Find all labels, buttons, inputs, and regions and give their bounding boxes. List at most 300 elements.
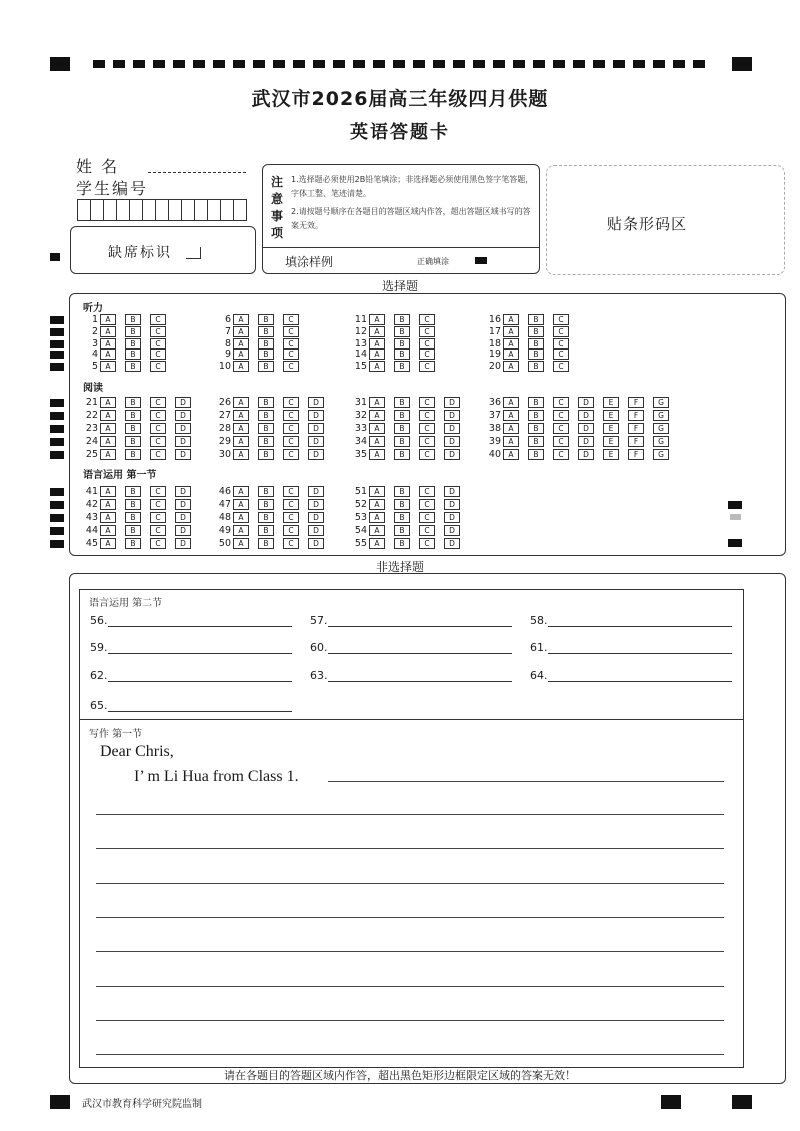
option-bubble-c[interactable]: C [150,499,166,510]
question-number: 6 [224,314,231,325]
question-number: 52 [354,499,367,510]
option-bubble-a[interactable]: A [100,486,116,497]
question-row [213,326,308,337]
option-bubble-b[interactable]: B [258,338,274,349]
option-bubble-a[interactable]: A [100,512,116,523]
side-timing-mark [50,501,64,509]
option-bubble-b[interactable]: B [394,512,410,523]
option-bubble-a[interactable]: A [503,410,519,421]
option-bubble-a[interactable]: A [503,423,519,434]
option-bubble-d[interactable]: D [578,410,594,421]
correct-fill-sample [475,257,487,264]
timing-dash [173,60,185,68]
side-timing-mark [50,514,64,522]
option-bubble-a[interactable]: A [233,349,249,360]
option-bubble-c[interactable]: C [419,499,435,510]
question-number: 41 [85,486,98,497]
option-bubble-b[interactable]: B [125,436,141,447]
option-bubble-a[interactable]: A [503,436,519,447]
question-number: 44 [85,525,98,536]
blank-answer-line[interactable] [328,626,512,627]
option-bubble-d[interactable]: D [175,423,191,434]
option-bubble-b[interactable]: B [394,314,410,325]
option-bubble-d[interactable]: D [578,449,594,460]
option-bubble-c[interactable]: C [553,410,569,421]
option-bubble-c[interactable]: C [419,326,435,337]
student-id-box[interactable] [194,199,208,221]
option-bubble-b[interactable]: B [394,338,410,349]
option-bubble-f[interactable]: F [628,436,644,447]
option-bubble-c[interactable]: C [553,326,569,337]
option-bubble-b[interactable]: B [258,349,274,360]
option-bubble-e[interactable]: E [603,423,619,434]
option-bubble-c[interactable]: C [419,525,435,536]
option-bubble-a[interactable]: A [369,349,385,360]
option-bubble-a[interactable]: A [100,538,116,549]
option-bubble-a[interactable]: A [369,525,385,536]
blank-answer-line[interactable] [548,681,732,682]
blank-answer-line[interactable] [328,653,512,654]
writing-line[interactable] [96,848,724,849]
option-bubble-d[interactable]: D [308,538,324,549]
option-bubble-a[interactable]: A [369,538,385,549]
option-bubble-a[interactable]: A [369,326,385,337]
student-id-box[interactable] [129,199,143,221]
option-bubble-b[interactable]: B [528,326,544,337]
notes-heading-1: 注 [271,175,284,189]
blank-answer-line[interactable] [548,626,732,627]
option-bubble-a[interactable]: A [369,512,385,523]
option-bubble-a[interactable]: A [369,361,385,372]
student-id-box[interactable] [233,199,247,221]
question-row [213,410,333,421]
option-bubble-c[interactable]: C [150,397,166,408]
option-bubble-b[interactable]: B [258,525,274,536]
option-bubble-d[interactable]: D [308,525,324,536]
option-bubble-d[interactable]: D [308,449,324,460]
question-row [213,349,308,360]
option-bubble-c[interactable]: C [150,361,166,372]
question-number: 26 [218,397,231,408]
option-bubble-c[interactable]: C [553,397,569,408]
option-bubble-a[interactable]: A [233,538,249,549]
option-bubble-d[interactable]: D [444,449,460,460]
option-bubble-b[interactable]: B [528,436,544,447]
option-bubble-a[interactable]: A [369,338,385,349]
option-bubble-a[interactable]: A [369,499,385,510]
option-bubble-a[interactable]: A [503,361,519,372]
option-bubble-b[interactable]: B [258,512,274,523]
option-bubble-b[interactable]: B [125,314,141,325]
option-bubble-d[interactable]: D [444,397,460,408]
option-bubble-c[interactable]: C [553,361,569,372]
option-bubble-d[interactable]: D [578,397,594,408]
option-bubble-c[interactable]: C [150,449,166,460]
student-id-box[interactable] [181,199,195,221]
question-number: 19 [488,349,501,361]
question-row [483,423,678,434]
student-id-box[interactable] [103,199,117,221]
option-bubble-d[interactable]: D [444,499,460,510]
blank-answer-line[interactable] [328,681,512,682]
student-id-box[interactable] [90,199,104,221]
student-id-box[interactable] [77,199,91,221]
option-bubble-c[interactable]: C [283,436,299,447]
question-row [80,326,175,337]
blank-answer-line[interactable] [108,681,292,682]
option-bubble-b[interactable]: B [394,436,410,447]
option-bubble-b[interactable]: B [125,486,141,497]
timing-dash [233,60,245,68]
side-timing-mark [50,351,64,359]
option-bubble-a[interactable]: A [233,397,249,408]
option-bubble-c[interactable]: C [553,436,569,447]
question-row [80,361,175,372]
option-bubble-d[interactable]: D [308,397,324,408]
option-bubble-a[interactable]: A [100,314,116,325]
writing-line[interactable] [96,986,724,987]
option-bubble-b[interactable]: B [528,338,544,349]
timing-dash [493,60,505,68]
option-bubble-b[interactable]: B [258,326,274,337]
option-bubble-b[interactable]: B [528,410,544,421]
option-bubble-b[interactable]: B [394,410,410,421]
side-timing-mark [50,328,64,336]
writing-line[interactable] [96,917,724,918]
option-bubble-e[interactable]: E [603,410,619,421]
option-bubble-b[interactable]: B [125,338,141,349]
option-bubble-c[interactable]: C [283,423,299,434]
option-bubble-c[interactable]: C [150,512,166,523]
option-bubble-b[interactable]: B [528,449,544,460]
option-bubble-d[interactable]: D [308,410,324,421]
option-bubble-b[interactable]: B [125,512,141,523]
blank-answer-line[interactable] [108,626,292,627]
option-bubble-e[interactable]: E [603,449,619,460]
absent-mark-box[interactable] [186,258,200,259]
option-bubble-c[interactable]: C [419,338,435,349]
option-bubble-a[interactable]: A [369,410,385,421]
option-bubble-a[interactable]: A [100,361,116,372]
option-bubble-a[interactable]: A [233,410,249,421]
option-bubble-d[interactable]: D [175,486,191,497]
option-bubble-a[interactable]: A [503,449,519,460]
option-bubble-a[interactable]: A [233,512,249,523]
option-bubble-a[interactable]: A [100,397,116,408]
option-bubble-c[interactable]: C [553,349,569,360]
option-bubble-a[interactable]: A [503,326,519,337]
option-bubble-c[interactable]: C [419,512,435,523]
option-bubble-a[interactable]: A [100,525,116,536]
option-bubble-a[interactable]: A [369,423,385,434]
option-bubble-c[interactable]: C [283,538,299,549]
name-field[interactable] [148,172,246,173]
option-bubble-c[interactable]: C [150,436,166,447]
option-bubble-c[interactable]: C [283,499,299,510]
option-bubble-c[interactable]: C [553,314,569,325]
option-bubble-a[interactable]: A [100,423,116,434]
option-bubble-e[interactable]: E [603,436,619,447]
question-number: 35 [354,449,367,460]
option-bubble-f[interactable]: F [628,423,644,434]
question-number: 4 [91,349,98,361]
option-bubble-c[interactable]: C [283,486,299,497]
option-bubble-b[interactable]: B [258,397,274,408]
option-bubble-e[interactable]: E [603,397,619,408]
question-row [483,397,678,408]
option-bubble-c[interactable]: C [150,410,166,421]
option-bubble-c[interactable]: C [283,397,299,408]
question-row [483,410,678,421]
option-bubble-d[interactable]: D [308,436,324,447]
option-bubble-d[interactable]: D [175,436,191,447]
timing-dash [473,60,485,68]
option-bubble-d[interactable]: D [175,499,191,510]
option-bubble-b[interactable]: B [528,423,544,434]
option-bubble-f[interactable]: F [628,410,644,421]
question-row [80,338,175,349]
option-bubble-c[interactable]: C [283,338,299,349]
option-bubble-c[interactable]: C [419,423,435,434]
option-bubble-b[interactable]: B [258,361,274,372]
option-bubble-c[interactable]: C [283,361,299,372]
option-bubble-d[interactable]: D [175,512,191,523]
option-bubble-b[interactable]: B [394,449,410,460]
option-bubble-d[interactable]: D [175,410,191,421]
option-bubble-b[interactable]: B [394,538,410,549]
option-bubble-b[interactable]: B [258,538,274,549]
option-bubble-g[interactable]: G [653,410,669,421]
option-bubble-b[interactable]: B [394,525,410,536]
right-mark-1 [728,501,742,509]
option-bubble-a[interactable]: A [233,436,249,447]
student-id-box[interactable] [116,199,130,221]
option-bubble-b[interactable]: B [528,349,544,360]
option-bubble-a[interactable]: A [233,326,249,337]
question-number: 20 [488,361,501,373]
writing-line[interactable] [96,1020,724,1021]
option-bubble-c[interactable]: C [283,314,299,325]
option-bubble-c[interactable]: C [283,525,299,536]
option-bubble-a[interactable]: A [100,410,116,421]
option-bubble-d[interactable]: D [444,410,460,421]
right-mark-2 [730,514,741,520]
question-number: 16 [488,314,501,325]
option-bubble-b[interactable]: B [125,326,141,337]
option-bubble-b[interactable]: B [125,538,141,549]
student-id-box[interactable] [142,199,156,221]
question-row [80,349,175,360]
question-number: 43 [85,512,98,523]
side-timing-mark [50,316,64,324]
option-bubble-a[interactable]: A [233,338,249,349]
timing-dash [433,60,445,68]
option-bubble-b[interactable]: B [258,449,274,460]
option-bubble-d[interactable]: D [444,486,460,497]
option-bubble-a[interactable]: A [369,314,385,325]
option-bubble-c[interactable]: C [283,449,299,460]
option-bubble-d[interactable]: D [444,423,460,434]
option-bubble-b[interactable]: B [125,525,141,536]
option-bubble-d[interactable]: D [308,499,324,510]
notes-item-1: 1.选择题必须使用2B铅笔填涂；非选择题必须使用黑色签字笔答题，字体工整、笔迹清楚。 [291,175,534,198]
option-bubble-a[interactable]: A [369,397,385,408]
option-bubble-d[interactable]: D [444,436,460,447]
option-bubble-g[interactable]: G [653,436,669,447]
option-bubble-a[interactable]: A [100,499,116,510]
option-bubble-d[interactable]: D [175,525,191,536]
right-mark-3 [728,539,742,547]
option-bubble-c[interactable]: C [150,326,166,337]
option-bubble-b[interactable]: B [258,436,274,447]
option-bubble-c[interactable]: C [150,423,166,434]
option-bubble-d[interactable]: D [175,449,191,460]
option-bubble-c[interactable]: C [419,449,435,460]
option-bubble-c[interactable]: C [150,314,166,325]
option-bubble-b[interactable]: B [125,361,141,372]
option-bubble-b[interactable]: B [258,410,274,421]
student-id-box[interactable] [155,199,169,221]
option-bubble-a[interactable]: A [100,326,116,337]
option-bubble-a[interactable]: A [233,486,249,497]
option-bubble-c[interactable]: C [150,538,166,549]
option-bubble-a[interactable]: A [369,486,385,497]
option-bubble-c[interactable]: C [419,436,435,447]
option-bubble-d[interactable]: D [578,423,594,434]
option-bubble-a[interactable]: A [503,338,519,349]
option-bubble-c[interactable]: C [419,538,435,549]
option-bubble-g[interactable]: G [653,397,669,408]
option-bubble-c[interactable]: C [283,410,299,421]
option-bubble-a[interactable]: A [233,499,249,510]
option-bubble-a[interactable]: A [369,436,385,447]
option-bubble-a[interactable]: A [100,338,116,349]
writing-line[interactable] [96,1054,724,1055]
option-bubble-c[interactable]: C [553,423,569,434]
option-bubble-a[interactable]: A [233,525,249,536]
option-bubble-d[interactable]: D [308,512,324,523]
option-bubble-d[interactable]: D [578,436,594,447]
option-bubble-c[interactable]: C [150,349,166,360]
question-number: 42 [85,499,98,510]
option-bubble-c[interactable]: C [150,486,166,497]
question-row [80,436,200,447]
option-bubble-a[interactable]: A [369,449,385,460]
option-bubble-c[interactable]: C [150,338,166,349]
option-bubble-c[interactable]: C [419,397,435,408]
option-bubble-a[interactable]: A [233,361,249,372]
blank-answer-line[interactable] [108,653,292,654]
blank-number: 58. [530,614,548,627]
option-bubble-b[interactable]: B [394,486,410,497]
option-bubble-a[interactable]: A [233,423,249,434]
option-bubble-a[interactable]: A [503,397,519,408]
option-bubble-b[interactable]: B [394,349,410,360]
option-bubble-d[interactable]: D [444,538,460,549]
option-bubble-a[interactable]: A [233,449,249,460]
option-bubble-c[interactable]: C [419,361,435,372]
option-bubble-f[interactable]: F [628,449,644,460]
option-bubble-a[interactable]: A [233,314,249,325]
option-bubble-f[interactable]: F [628,397,644,408]
option-bubble-b[interactable]: B [528,397,544,408]
writing-line[interactable] [96,814,724,815]
blank-answer-line[interactable] [108,711,292,712]
question-number: 28 [218,423,231,434]
option-bubble-b[interactable]: B [394,423,410,434]
option-bubble-c[interactable]: C [553,338,569,349]
option-bubble-a[interactable]: A [503,349,519,360]
option-bubble-d[interactable]: D [175,538,191,549]
timing-dash [353,60,365,68]
question-number: 22 [85,410,98,421]
option-bubble-b[interactable]: B [125,410,141,421]
question-number: 21 [85,397,98,408]
option-bubble-b[interactable]: B [258,314,274,325]
option-bubble-c[interactable]: C [150,525,166,536]
option-bubble-b[interactable]: B [125,423,141,434]
option-bubble-b[interactable]: B [125,449,141,460]
option-bubble-b[interactable]: B [125,397,141,408]
option-bubble-b[interactable]: B [258,499,274,510]
student-id-box[interactable] [168,199,182,221]
option-bubble-d[interactable]: D [308,486,324,497]
option-bubble-a[interactable]: A [100,349,116,360]
option-bubble-c[interactable]: C [553,449,569,460]
question-row [213,361,308,372]
student-id-box[interactable] [207,199,221,221]
option-bubble-b[interactable]: B [394,326,410,337]
option-bubble-b[interactable]: B [394,361,410,372]
option-bubble-b[interactable]: B [528,361,544,372]
option-bubble-d[interactable]: D [175,397,191,408]
option-bubble-c[interactable]: C [283,512,299,523]
option-bubble-c[interactable]: C [419,486,435,497]
option-bubble-b[interactable]: B [125,499,141,510]
option-bubble-b[interactable]: B [394,499,410,510]
writing-line-first[interactable] [328,781,724,782]
student-id-box[interactable] [220,199,234,221]
option-bubble-b[interactable]: B [125,349,141,360]
timing-dash [553,60,565,68]
name-label: 姓 名 [76,157,120,176]
option-bubble-b[interactable]: B [528,314,544,325]
option-bubble-d[interactable]: D [444,525,460,536]
question-number: 46 [218,486,231,497]
option-bubble-d[interactable]: D [308,423,324,434]
question-row [349,538,469,549]
option-bubble-b[interactable]: B [258,423,274,434]
option-bubble-g[interactable]: G [653,423,669,434]
option-bubble-c[interactable]: C [283,349,299,360]
option-bubble-g[interactable]: G [653,449,669,460]
option-bubble-a[interactable]: A [100,436,116,447]
option-bubble-b[interactable]: B [258,486,274,497]
option-bubble-a[interactable]: A [503,314,519,325]
option-bubble-b[interactable]: B [394,397,410,408]
option-bubble-c[interactable]: C [283,326,299,337]
option-bubble-c[interactable]: C [419,410,435,421]
option-bubble-c[interactable]: C [419,314,435,325]
option-bubble-d[interactable]: D [444,512,460,523]
writing-line[interactable] [96,883,724,884]
option-bubble-c[interactable]: C [419,349,435,360]
question-row [80,423,200,434]
question-row [80,499,200,510]
blank-answer-line[interactable] [548,653,732,654]
option-bubble-a[interactable]: A [100,449,116,460]
writing-line[interactable] [96,951,724,952]
